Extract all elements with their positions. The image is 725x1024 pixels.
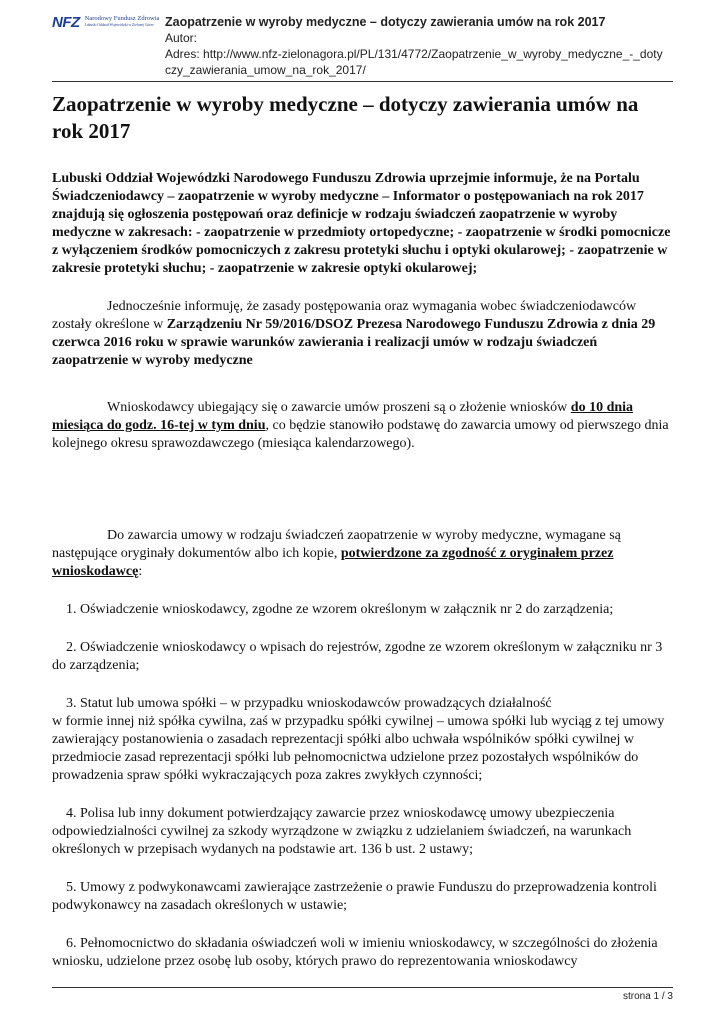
nfz-logo-mark: NFZ (52, 14, 80, 31)
deadline-highlight: do 10 dnia miesiąca do godz. 16-tej w tym dniu (52, 400, 634, 433)
header-address: Adres: http://www.nfz-zielonagora.pl/PL/131/4772/Zaopatrzenie_w_wyroby_medyczne_-_doty (165, 47, 663, 61)
page-number: strona 1 / 3 (622, 991, 673, 1002)
certified-copies-highlight: potwierdzone za zgodność z oryginałem przez wnioskodawcę (52, 546, 614, 579)
list-item: 1. Oświadczenie wnioskodawcy, zgodne ze wzorem określonym w załącznik nr 2 do zarządzenia; (66, 602, 614, 617)
paragraph-regulation: Jednocześnie informuję, że zasady postępowania oraz wymagania wobec świadczeniodawców zostały określone w Zarządzeniu Nr 59/2016/DSOZ Prezesa Narodowego Funduszu Zdrowia z dnia 29 czerwca 2016 roku w sprawie warunków zawierania i realizacji umów w rodzaju świadczeń zaopatrzenie w wyroby medyczne (52, 299, 656, 368)
logo-line2: Lubuski Oddział Wojewódzki w Zielonej Górze (84, 22, 154, 27)
logo-line1: Narodowy Fundusz Zdrowia (84, 15, 160, 22)
header-divider (52, 81, 673, 82)
list-item: 2. Oświadczenie wnioskodawcy o wpisach do rejestrów, zgodne ze wzorem określonym w załączniku nr 3 do zarządzenia; (52, 640, 663, 673)
list-item-continuation: w formie innej niż spółka cywilna, zaś w przypadku spółki cywilnej – umowa spółki lub wyciąg z tej umowy zawierający postanowienia o zasadach reprezentacji spółki albo uchwała wspólników spółki cywilnej w przedmiocie zasad reprezentacji spółki lub pełnomocnictwa udzielone przez pozostałych wspólników do prowadzenia spraw spółki wykraczających poza zakres zwykłych czynności; (52, 714, 665, 783)
header-title: Zaopatrzenie w wyroby medyczne – dotyczy zawierania umów na rok 2017 (165, 15, 606, 29)
paragraph-deadline: Wnioskodawcy ubiegający się o zawarcie umów proszeni są o złożenie wniosków do 10 dnia miesiąca do godz. 16-tej w tym dniu, co będzie stanowiło podstawę do zawarcia umowy od pierwszego dnia kolejnego okresu sprawozdawczego (miesiąca kalendarzowego). (52, 400, 669, 451)
nfz-logo (52, 14, 160, 36)
list-item: 4. Polisa lub inny dokument potwierdzający zawarcie przez wnioskodawcę umowy ubezpieczenia odpowiedzialności cywilnej za szkody wyrządzone w związku z udzielaniem świadczeń, na warunkach określonych w przepisach wydanych na podstawie art. 136 b ust. 2 ustawy; (52, 806, 632, 857)
list-item: 6. Pełnomocnictwo do składania oświadczeń woli w imieniu wnioskodawcy, w szczególności do złożenia wniosku, udzielone przez osobę lub osoby, których prawo do reprezentowania wnioskodawcy (52, 936, 658, 969)
header-meta (165, 14, 675, 78)
regulation-reference: Zarządzeniu Nr 59/2016/DSOZ Prezesa Narodowego Funduszu Zdrowia z dnia 29 czerwca 2016 roku w sprawie warunków zawierania i realizacji umów w rodzaju świadczeń zaopatrzenie w wyroby medyczne (52, 317, 656, 368)
list-item: 3. Statut lub umowa spółki – w przypadku wnioskodawców prowadzących działalność (66, 696, 552, 711)
list-item: 5. Umowy z podwykonawcami zawierające zastrzeżenie o prawie Funduszu do przeprowadzenia kontroli podwykonawcy na zasadach określonych w ustawie; (52, 880, 657, 913)
paragraph-documents: Do zawarcia umowy w rodzaju świadczeń zaopatrzenie w wyroby medyczne, wymagane są następujące oryginały dokumentów albo ich kopie, potwierdzone za zgodność z oryginałem przez wnioskodawcę: (52, 528, 621, 579)
article-title: Zaopatrzenie w wyroby medyczne – dotyczy zawierania umów na rok 2017 (52, 92, 639, 143)
footer-divider (52, 987, 673, 988)
header-author: Autor: (165, 31, 198, 45)
header-address-cont: czy_zawierania_umow_na_rok_2017/ (165, 63, 366, 77)
article-body (52, 91, 673, 971)
article-lead: Lubuski Oddział Wojewódzki Narodowego Funduszu Zdrowia uprzejmie informuje, że na Portalu Świadczeniodawcy – zaopatrzenie w wyroby medyczne – Informator o postępowaniach na rok 2017 znajdują się ogłoszenia postępowań oraz definicje w rodzaju świadczeń zaopatrzenie w wyroby medyczne w zakresach: - zaopatrzenie w przedmioty ortopedyczne; - zaopatrzenie w środki pomocnicze z wyłączeniem środków pomocniczych z zakresu protetyki słuchu i optyki okularowej; - zaopatrzenie w zakresie protetyki słuchu; - zaopatrzenie w zakresie optyki okularowej; (52, 171, 671, 276)
